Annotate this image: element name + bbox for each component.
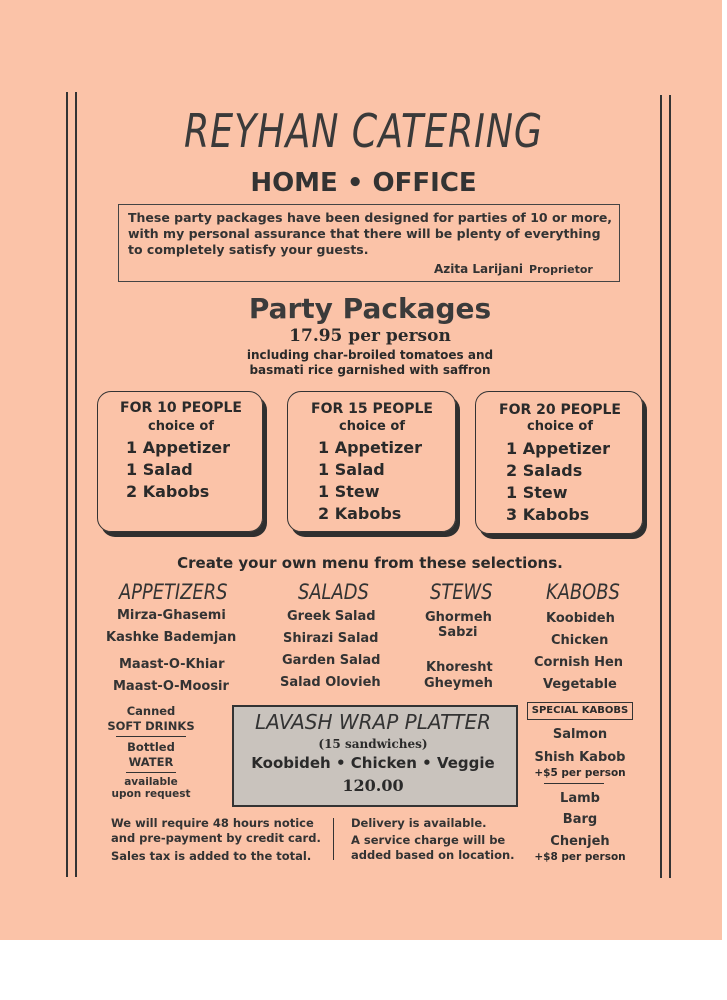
package-20-items — [506, 438, 610, 526]
border-line-left-outer — [66, 92, 68, 877]
footer-right-notes — [351, 816, 515, 863]
special-item: Salmon — [552, 727, 608, 742]
party-note-line2: basmati rice garnished with saffron — [249, 363, 491, 377]
lavash-price: 120.00 — [342, 776, 404, 795]
kabob-item: Cornish Hen — [534, 655, 624, 670]
footer-left-line: Sales tax is added to the total. — [111, 849, 312, 863]
package-15-items — [318, 437, 422, 525]
special-kabobs-heading: SPECIAL KABOBS — [527, 702, 633, 720]
party-packages-price: 17.95 per person — [289, 326, 451, 346]
package-item: 1 Stew — [318, 482, 380, 501]
signature — [434, 262, 593, 276]
drinks-upon-request: upon request — [111, 788, 191, 800]
package-item: 2 Kabobs — [318, 504, 402, 523]
package-item: 1 Salad — [126, 460, 193, 479]
package-item: 1 Salad — [318, 460, 385, 479]
package-item: 1 Appetizer — [506, 439, 611, 458]
lavash-items: Koobideh • Chicken • Veggie — [251, 754, 495, 772]
kabob-item: Vegetable — [543, 677, 617, 692]
footer-right-line: added based on location. — [351, 848, 515, 862]
footer-right-line: A service charge will be — [351, 833, 506, 847]
appetizer-item: Maast-O-Moosir — [113, 679, 229, 694]
package-item: 2 Salads — [506, 461, 583, 480]
package-10-items — [126, 437, 230, 503]
special-item: Lamb — [560, 791, 600, 806]
page-subtitle: HOME • OFFICE — [250, 168, 477, 198]
appetizer-item: Maast-O-Khiar — [119, 657, 225, 672]
package-10-title: FOR 10 PEOPLE — [120, 400, 242, 416]
special-item: Barg — [562, 812, 598, 827]
footer-divider — [333, 818, 334, 860]
appetizers-heading: APPETIZERS — [119, 580, 228, 604]
kabob-item: Koobideh — [546, 611, 615, 626]
package-item: 1 Stew — [506, 483, 568, 502]
package-20-choice: choice of — [527, 419, 593, 434]
salad-item: Garden Salad — [282, 653, 381, 668]
drinks-bottled: Bottled — [127, 740, 175, 754]
footer-left-notes — [111, 816, 321, 864]
drinks-section — [96, 704, 206, 800]
drinks-water: WATER — [128, 755, 174, 769]
package-item: 3 Kabobs — [506, 505, 590, 524]
signature-role: Proprietor — [529, 263, 593, 276]
drinks-soft: SOFT DRINKS — [107, 719, 195, 733]
divider — [544, 783, 604, 784]
package-item: 1 Appetizer — [126, 438, 231, 457]
signature-name: Azita Larijani — [434, 262, 524, 276]
divider — [126, 772, 176, 773]
party-note-line1: including char-broiled tomatoes and — [246, 348, 494, 362]
package-item: 2 Kabobs — [126, 482, 210, 501]
page-title: REYHAN CATERING — [184, 104, 543, 158]
footer-left-line: We will require 48 hours notice — [111, 816, 314, 830]
special-surcharge-2: +$8 per person — [534, 851, 626, 863]
stew-item: Sabzi — [438, 625, 478, 640]
special-surcharge-1: +$5 per person — [534, 767, 626, 779]
divider — [116, 736, 186, 737]
stew-item: Gheymeh — [424, 676, 493, 691]
kabob-item: Chicken — [551, 633, 609, 648]
party-packages-note — [0, 348, 727, 378]
special-item: Shish Kabob — [534, 750, 626, 765]
stew-item: Khoresht — [426, 660, 493, 675]
stew-item: Ghormeh — [425, 610, 492, 625]
party-packages-title: Party Packages — [248, 292, 492, 325]
footer-left-line: and pre-payment by credit card. — [111, 831, 321, 845]
intro-text: These party packages have been designed for parties of 10 or more, with my personal assurance that there will be plenty of everything to completely satisfy your guests. — [128, 210, 613, 257]
salads-heading: SALADS — [298, 580, 369, 604]
appetizer-item: Mirza-Ghasemi — [117, 608, 226, 623]
package-20-title: FOR 20 PEOPLE — [499, 402, 621, 418]
special-item: Chenjeh — [550, 834, 610, 849]
salad-item: Shirazi Salad — [283, 631, 379, 646]
package-10-choice: choice of — [148, 419, 214, 434]
salad-item: Salad Olovieh — [280, 675, 381, 690]
package-15-choice: choice of — [339, 419, 405, 434]
create-menu-heading: Create your own menu from these selections. — [177, 554, 563, 572]
salad-item: Greek Salad — [287, 609, 376, 624]
border-line-right-inner — [660, 95, 662, 878]
border-line-right-outer — [669, 95, 671, 878]
drinks-available: available — [124, 776, 178, 788]
lavash-subtitle: (15 sandwiches) — [318, 737, 428, 751]
appetizer-item: Kashke Bademjan — [106, 630, 237, 645]
drinks-canned: Canned — [126, 704, 176, 718]
package-15-title: FOR 15 PEOPLE — [311, 401, 433, 417]
border-line-left-inner — [75, 92, 77, 877]
footer-right-line: Delivery is available. — [351, 816, 487, 830]
lavash-title: LAVASH WRAP PLATTER — [254, 710, 492, 734]
kabobs-heading: KABOBS — [546, 580, 620, 604]
package-item: 1 Appetizer — [318, 438, 423, 457]
stews-heading: STEWS — [430, 580, 493, 604]
